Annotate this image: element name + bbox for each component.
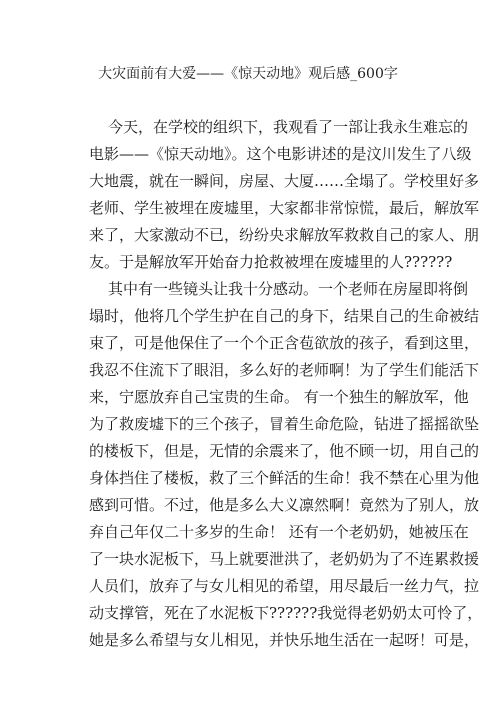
body-line: 友。于是解放军开始奋力抢救被埋在废墟里的人?????? <box>89 253 453 271</box>
body-line: 了一块水泥板下，马上就要泄洪了，老奶奶为了不连累救援 <box>89 550 480 568</box>
body-line: 我忍不住流下了眼泪，多么好的老师啊！为了学生们能活下 <box>89 361 480 379</box>
body-line: 来了，大家激动不已，纷纷央求解放军救救自己的家人、朋 <box>89 226 480 244</box>
body-line: 人员们，放弃了与女儿相见的希望，用尽最后一丝力气，拉 <box>89 577 480 595</box>
body-line: 为了救废墟下的三个孩子，冒着生命危险，钻进了摇摇欲坠 <box>89 415 480 433</box>
body-line: 塌时，他将几个学生护在自己的身下，结果自己的生命被结 <box>89 307 480 325</box>
body-line: 动支撑管，死在了水泥板下??????我觉得老奶奶太可怜了， <box>89 604 483 622</box>
body-line: 的楼板下，但是，无情的余震来了，他不顾一切，用自己的 <box>89 442 480 460</box>
body-line: 感到可惜。不过，他是多么大义凛然啊！竟然为了别人，放 <box>89 496 480 514</box>
body-line: 束了，可是他保住了一个个正含苞欲放的孩子，看到这里， <box>89 334 480 352</box>
body-line: 今天，在学校的组织下，我观看了一部让我永生难忘的 <box>108 118 469 136</box>
body-line: 电影——《惊天动地》。这个电影讲述的是汶川发生了八级 <box>89 145 472 163</box>
body-line: 其中有一些镜头让我十分感动。一个老师在房屋即将倒 <box>108 280 469 298</box>
body-line: 弃自己年仅二十多岁的生命！ 还有一个老奶奶，她被压在 <box>89 523 469 541</box>
body-line: 她是多么希望与女儿相见，并快乐地生活在一起呀！可是， <box>89 631 480 649</box>
body-line: 老师、学生被埋在废墟里，大家都非常惊慌，最后，解放军 <box>89 199 480 217</box>
body-line: 大地震，就在一瞬间，房屋、大厦……全塌了。学校里好多 <box>89 172 480 190</box>
document-title: 大灾面前有大爱——《惊天动地》观后感_600字 <box>98 66 398 82</box>
body-line: 来，宁愿放弃自己宝贵的生命。 有一个独生的解放军，他 <box>89 388 469 406</box>
body-line: 身体挡住了楼板，救了三个鲜活的生命！我不禁在心里为他 <box>89 469 480 487</box>
